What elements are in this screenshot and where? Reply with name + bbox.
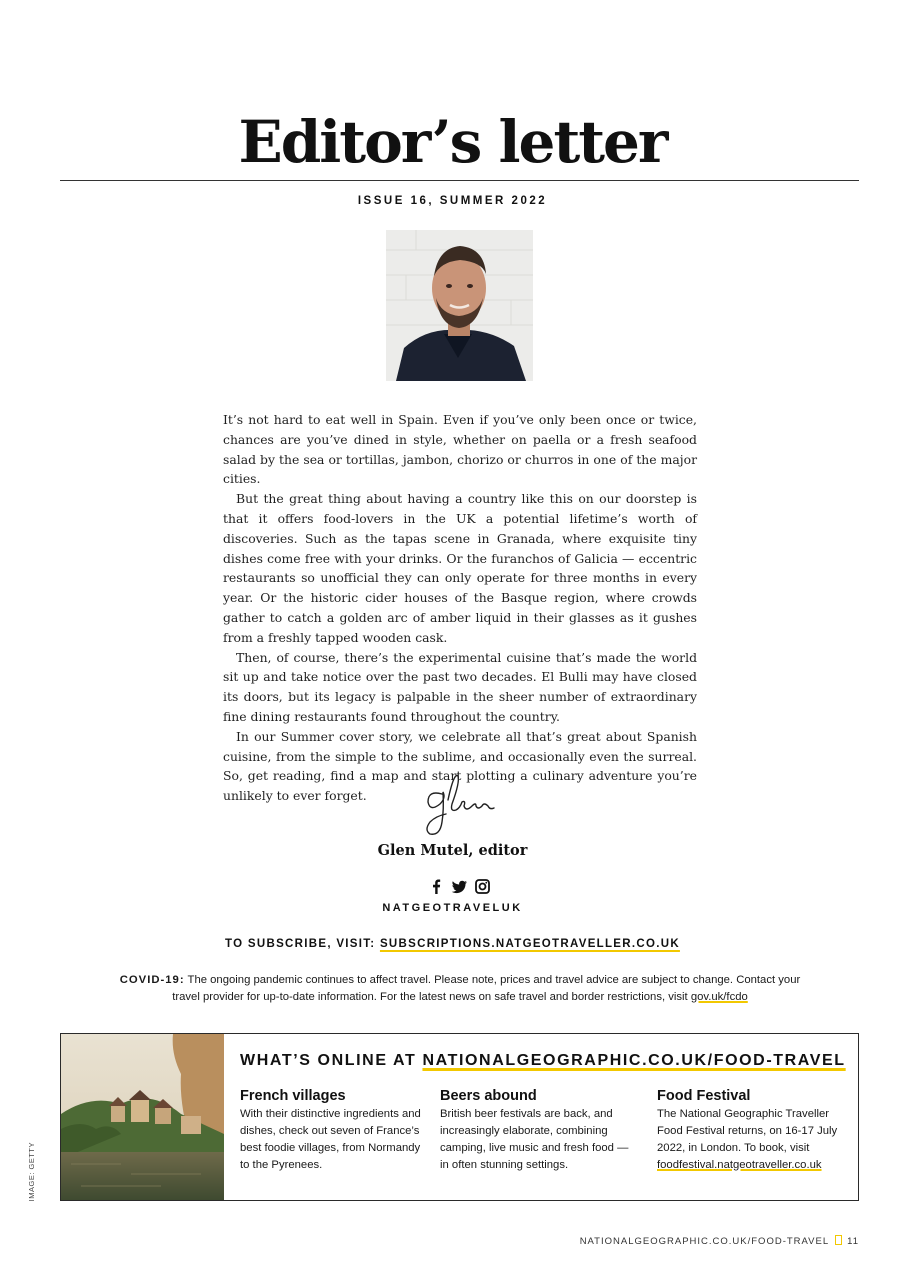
editor-portrait xyxy=(386,230,533,381)
online-item-title[interactable]: French villages xyxy=(240,1088,346,1104)
whats-online-heading xyxy=(240,1052,846,1070)
covid-notice xyxy=(110,972,810,1006)
whats-online-prefix: WHAT’S ONLINE AT xyxy=(240,1052,423,1069)
online-item-title[interactable]: Beers abound xyxy=(440,1088,537,1104)
food-festival-link[interactable]: foodfestival.natgeotraveller.co.uk xyxy=(657,1159,822,1171)
whats-online-panel xyxy=(60,1033,859,1201)
page-title: Editor’s letter xyxy=(238,108,667,176)
twitter-icon[interactable] xyxy=(451,878,468,895)
editor-name: Glen Mutel, editor xyxy=(377,842,528,859)
covid-label: COVID-19: xyxy=(119,974,185,986)
footer-marker xyxy=(835,1235,842,1245)
footer-url[interactable]: NATIONALGEOGRAPHIC.CO.UK/FOOD-TRAVEL xyxy=(579,1236,830,1247)
subscribe-prefix: TO SUBSCRIBE, VISIT: xyxy=(225,938,380,950)
online-item-text: With their distinctive ingredients and dishes, check out seven of France’s best foodie villages, from Normandy to the Pyrenees. xyxy=(240,1108,421,1171)
covid-link[interactable]: gov.uk/fcdo xyxy=(690,991,748,1003)
online-item xyxy=(657,1087,847,1174)
social-handle[interactable]: NATGEOTRAVELUK xyxy=(382,902,523,914)
online-item-text: British beer festivals are back, and increasingly elaborate, combining camping, live music and fresh food — in often stunning settings. xyxy=(440,1108,629,1171)
online-item xyxy=(440,1087,630,1174)
letter-paragraph: It’s not hard to eat well in Spain. Even if you’ve only been once or twice, chances are you’ve dined in style, whether on paella or a fresh seafood salad by the sea or tortillas, jambon, chorizo or churros in one of the major cities. xyxy=(223,412,697,487)
editor-signature xyxy=(418,768,500,840)
village-photo xyxy=(61,1034,224,1200)
title-divider xyxy=(60,180,859,181)
subscribe-link[interactable]: SUBSCRIPTIONS.NATGEOTRAVELLER.CO.UK xyxy=(379,938,680,950)
issue-label: ISSUE 16, SUMMER 2022 xyxy=(357,195,548,207)
facebook-icon[interactable] xyxy=(428,878,445,895)
subscribe-line xyxy=(0,938,905,950)
online-item xyxy=(240,1087,425,1174)
page-footer xyxy=(580,1235,859,1247)
whats-online-link[interactable]: NATIONALGEOGRAPHIC.CO.UK/FOOD-TRAVEL xyxy=(422,1052,846,1069)
letter-body xyxy=(223,410,697,806)
social-icons xyxy=(426,878,492,896)
online-item-title[interactable]: Food Festival xyxy=(657,1088,751,1104)
instagram-icon[interactable] xyxy=(474,878,491,895)
image-credit: IMAGE: GETTY xyxy=(27,1142,36,1202)
online-item-text: The National Geographic Traveller Food Festival returns, on 16-17 July 2022, in London. To book, visit xyxy=(657,1108,838,1154)
letter-paragraph: Then, of course, there’s the experimental cuisine that’s made the world sit up and take notice over the past two decades. El Bulli may have closed its doors, but its legacy is palpable in the sheer number of extraordinary fine dining restaurants found throughout the country. xyxy=(223,649,697,724)
covid-text: The ongoing pandemic continues to affect travel. Please note, prices and travel advice are subject to change. Contact your travel provider for up-to-date information. For the latest news on safe travel and border restrictions, visit xyxy=(172,974,801,1003)
letter-paragraph: But the great thing about having a country like this on our doorstep is that it offers food-lovers in the UK a potential lifetime’s worth of discoveries. Such as the tapas scene in Granada, where exquisite tiny dishes come free with your drinks. Or the furanchos of Galicia — eccentric restaurants so unofficial they can only operate for three months in every year. Or the historic cider houses of the Basque region, where crowds gather to catch a golden arc of amber liquid in their glasses as it gushes from a freshly tapped wooden cask. xyxy=(223,491,697,645)
letter-paragraph: In our Summer cover story, we celebrate all that’s great about Spanish cuisine, from the simple to the sublime, and occasionally even the surreal. So, get reading, find a map and start plotting a culinary adventure you’re unlikely to ever forget. xyxy=(223,728,697,804)
online-item-text-wrap xyxy=(657,1106,847,1174)
page-number: 11 xyxy=(847,1236,859,1247)
